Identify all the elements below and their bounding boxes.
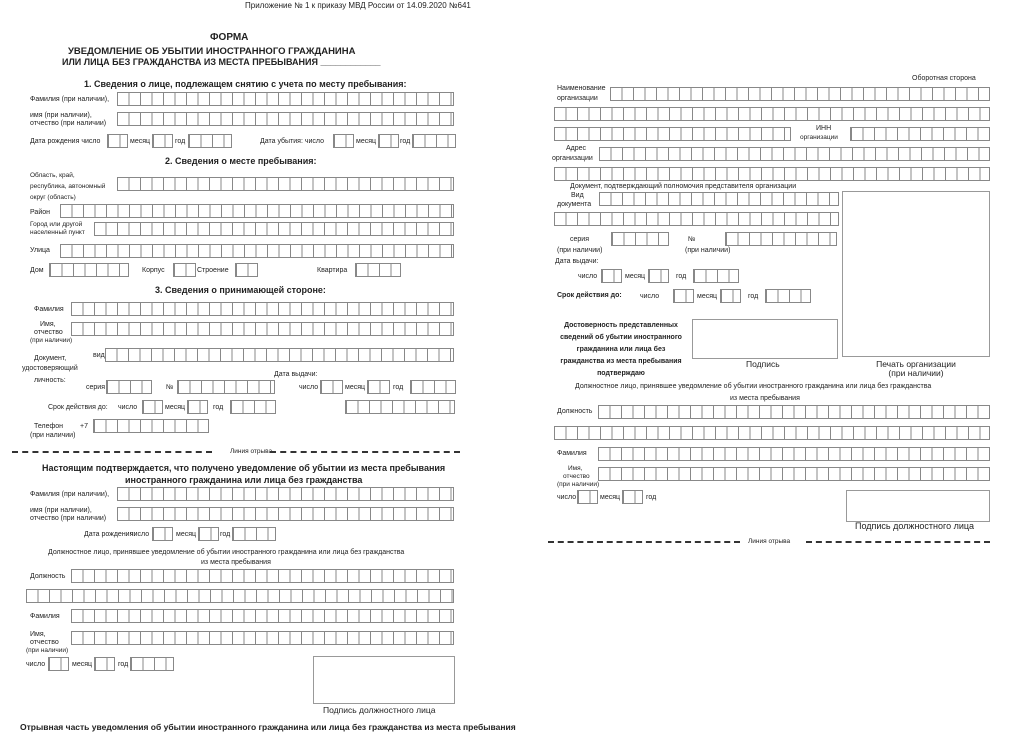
field-house[interactable] <box>49 263 129 277</box>
field-confirm-position[interactable] <box>71 569 454 583</box>
field-confirm-month[interactable] <box>198 527 219 541</box>
field-rev-position-2[interactable] <box>554 426 990 440</box>
cutline-left-b <box>270 451 460 453</box>
reliab-1: Достоверность представленных <box>564 322 678 329</box>
label-rev-year: год <box>646 494 657 501</box>
field-rep-seria[interactable] <box>611 232 669 246</box>
reliab-5: подтверждаю <box>597 370 645 377</box>
reliab-2: сведений об убытии иностранного <box>560 334 682 341</box>
label-region-2: республика, автономный <box>30 183 106 190</box>
field-rep-issue-month[interactable] <box>648 269 669 283</box>
section3-heading: 3. Сведения о принимающей стороне: <box>155 285 326 295</box>
label-rep-signature: Подпись <box>746 359 780 369</box>
field-validity-day[interactable] <box>142 400 163 414</box>
label-doc-seria: серия <box>86 384 105 391</box>
label-host-note: (при наличии) <box>30 337 73 344</box>
field-region[interactable] <box>117 177 454 191</box>
label-street: Улица <box>30 247 50 254</box>
label-confirm-name2: Имя, <box>30 631 46 638</box>
label-rep-validity-year: год <box>748 293 759 300</box>
label-official-signature: Подпись должностного лица <box>323 705 436 715</box>
field-confirm-year[interactable] <box>232 527 276 541</box>
label-region-1: Область, край, <box>30 172 75 179</box>
label-inn-1: ИНН <box>816 125 832 132</box>
field-dep-day[interactable] <box>333 134 354 148</box>
label-stamp-2: (при наличии) <box>888 368 944 378</box>
confirm-official-2: из места пребывания <box>201 559 271 566</box>
field-name[interactable] <box>117 112 454 126</box>
label-confirm-day2: число <box>26 661 46 668</box>
field-validity-month[interactable] <box>187 400 208 414</box>
appendix-note: Приложение № 1 к приказу МВД России от 14.09.2020 №641 <box>245 1 471 10</box>
label-validity-year: год <box>213 404 224 411</box>
label-doc-1: Документ, <box>34 355 67 362</box>
label-birth-month: месяц <box>130 138 151 145</box>
field-confirm-day[interactable] <box>152 527 173 541</box>
label-issue-day: число <box>299 384 319 391</box>
field-rep-num[interactable] <box>725 232 837 246</box>
form-label: ФОРМА <box>210 32 249 43</box>
cutline-label-right: Линия отрыва <box>748 538 791 545</box>
label-stamp-1: Печать организации <box>876 359 956 369</box>
field-rep-validity-month[interactable] <box>720 289 741 303</box>
label-confirm-year: год <box>220 531 231 538</box>
field-confirm-year2[interactable] <box>130 657 174 671</box>
field-confirm-month2[interactable] <box>94 657 115 671</box>
field-org-address-2[interactable] <box>554 167 990 181</box>
label-issue-month: месяц <box>345 384 366 391</box>
label-vid-2: документа <box>557 201 592 208</box>
label-rev-surname: Фамилия <box>557 450 587 457</box>
label-birth-year: год <box>175 138 186 145</box>
org-stamp-box[interactable] <box>842 191 990 357</box>
label-confirm-patronymic2: отчество <box>30 639 59 646</box>
label-rep-num: № <box>688 236 696 243</box>
label-korpus: Корпус <box>142 267 165 274</box>
label-dep-year: год <box>400 138 411 145</box>
field-city[interactable] <box>94 222 454 236</box>
tear-off-footer: Отрывная часть уведомления об убытии иностранного гражданина или лица без гражданства из места пребывания <box>20 722 516 732</box>
label-org-2: организации <box>557 95 598 102</box>
label-house: Дом <box>30 267 44 274</box>
label-doc-3: личность: <box>34 377 66 384</box>
label-city-1: Город или другой <box>30 221 83 228</box>
label-flat: Квартира <box>317 267 348 274</box>
field-surname[interactable] <box>117 92 454 106</box>
field-building[interactable] <box>235 263 258 277</box>
label-rev-name: Имя, <box>568 465 583 472</box>
label-issue-year: год <box>393 384 404 391</box>
cutline-right-b <box>806 541 990 543</box>
label-rev-official-signature: Подпись должностного лица <box>855 521 975 531</box>
field-issue-day[interactable] <box>320 380 343 394</box>
label-rep-seria: серия <box>570 236 589 243</box>
label-confirm-note2: (при наличии) <box>26 647 69 654</box>
field-rev-name[interactable] <box>598 467 990 481</box>
rev-official-2: из места пребывания <box>730 395 800 402</box>
field-dep-month[interactable] <box>378 134 399 148</box>
field-doc-seria[interactable] <box>106 380 152 394</box>
field-host-surname[interactable] <box>71 302 454 316</box>
label-district: Район <box>30 209 50 216</box>
label-rev-day: число <box>557 494 577 501</box>
field-confirm-surname[interactable] <box>117 487 454 501</box>
field-phone[interactable] <box>93 419 209 433</box>
label-confirm-day: число <box>130 531 150 538</box>
label-phone: Телефон <box>34 423 64 430</box>
label-confirm-surname: Фамилия (при наличии), <box>30 491 110 498</box>
field-extra[interactable] <box>345 400 455 414</box>
field-org-address[interactable] <box>599 147 990 161</box>
field-birth-month[interactable] <box>152 134 173 148</box>
section2-heading: 2. Сведения о месте пребывания: <box>165 156 317 166</box>
field-flat[interactable] <box>355 263 401 277</box>
field-birth-day[interactable] <box>107 134 128 148</box>
field-rev-surname[interactable] <box>598 447 990 461</box>
field-dep-year[interactable] <box>412 134 456 148</box>
label-city-2: населенный пункт <box>30 229 85 236</box>
label-rep-issue-month: месяц <box>625 273 646 280</box>
field-rev-day[interactable] <box>577 490 598 504</box>
field-doc-type[interactable] <box>105 348 454 362</box>
cutline-label-left: Линия отрыва <box>230 448 273 455</box>
label-doc-num: № <box>166 384 174 391</box>
confirm-official-1: Должностное лицо, принявшее уведомление об убытии иностранного гражданина или лица без гражданства <box>48 549 405 556</box>
label-phone-code: +7 <box>80 423 88 430</box>
reliab-4: гражданства из места пребывания <box>560 358 682 365</box>
label-rep-num-note: (при наличии) <box>685 247 731 254</box>
label-doc-issue: Дата выдачи: <box>274 371 318 378</box>
field-confirm-position-2[interactable] <box>26 589 454 603</box>
field-rep-issue-day[interactable] <box>601 269 622 283</box>
label-addr-2: организации <box>552 155 593 162</box>
label-confirm-position: Должность <box>30 573 66 580</box>
label-phone-note: (при наличии) <box>30 432 76 439</box>
label-host-patronymic: отчество <box>34 329 63 336</box>
field-birth-year[interactable] <box>188 134 232 148</box>
label-region-3: округ (область) <box>30 194 76 201</box>
label-rev-position: Должность <box>557 408 593 415</box>
label-rep-issue-year: год <box>676 273 687 280</box>
rev-official-1: Должностное лицо, принявшее уведомление об убытии иностранного гражданина или лица без гражданства <box>575 383 932 390</box>
label-confirm-month2: месяц <box>72 661 93 668</box>
label-vid-1: Вид <box>571 192 584 199</box>
confirm-line2: иностранного гражданина или лица без гражданства <box>125 475 363 485</box>
label-confirm-name: имя (при наличии), <box>30 507 92 514</box>
field-district[interactable] <box>60 204 454 218</box>
field-rep-doc-type[interactable] <box>599 192 839 206</box>
label-departure: Дата убытия: число <box>260 138 324 145</box>
field-org-name-3[interactable] <box>554 127 791 141</box>
label-addr-1: Адрес <box>566 145 587 152</box>
label-rep-issue-day: число <box>578 273 598 280</box>
rep-signature-box[interactable] <box>692 319 838 359</box>
label-confirm-year2: год <box>118 661 129 668</box>
label-confirm-surname2: Фамилия <box>30 613 60 620</box>
label-doc-vid: вид <box>93 352 105 359</box>
confirm-line1: Настоящим подтверждается, что получено уведомление об убытии из места пребывания <box>42 463 446 473</box>
label-rev-note: (при наличии) <box>557 481 600 488</box>
label-confirm-month: месяц <box>176 531 197 538</box>
label-rep-validity-day: число <box>640 293 660 300</box>
field-rep-issue-year[interactable] <box>693 269 739 283</box>
label-surname: Фамилия (при наличии), <box>30 96 110 103</box>
field-rev-month[interactable] <box>622 490 643 504</box>
field-confirm-surname2[interactable] <box>71 609 454 623</box>
form-title-line2: ИЛИ ЛИЦА БЕЗ ГРАЖДАНСТВА ИЗ МЕСТА ПРЕБЫВАНИЯ ____________ <box>62 57 381 67</box>
field-issue-month[interactable] <box>367 380 390 394</box>
label-inn-2: организации <box>800 134 838 141</box>
label-rep-seria-note: (при наличии) <box>557 247 603 254</box>
form-title-line1: УВЕДОМЛЕНИЕ ОБ УБЫТИИ ИНОСТРАННОГО ГРАЖДАНИНА <box>68 46 356 57</box>
label-rev-patronymic: отчество <box>563 473 590 480</box>
label-confirm-patronymic: отчество (при наличии) <box>30 515 107 522</box>
label-dep-month: месяц <box>356 138 377 145</box>
field-org-name-2[interactable] <box>554 107 990 121</box>
label-rev-month: месяц <box>600 494 621 501</box>
field-doc-num[interactable] <box>177 380 275 394</box>
label-building: Строение <box>197 267 229 274</box>
field-rep-doc-type-2[interactable] <box>554 212 839 226</box>
field-confirm-day2[interactable] <box>48 657 69 671</box>
label-birth: Дата рождения число <box>30 138 101 145</box>
label-confirm-birth: Дата рождения: <box>84 531 136 538</box>
field-confirm-name[interactable] <box>117 507 454 521</box>
label-validity-day: число <box>118 404 138 411</box>
field-korpus[interactable] <box>173 263 196 277</box>
label-rep-validity: Срок действия до: <box>557 292 622 299</box>
label-doc-2: удостоверяющий <box>22 365 78 372</box>
field-rep-validity-year[interactable] <box>765 289 811 303</box>
field-host-name[interactable] <box>71 322 454 336</box>
label-validity-month: месяц <box>165 404 186 411</box>
field-org-name[interactable] <box>610 87 990 101</box>
label-host-name: Имя, <box>40 321 56 328</box>
rev-official-signature-box[interactable] <box>846 490 990 522</box>
label-name: имя (при наличии), <box>30 112 92 119</box>
cutline-right-a <box>548 541 740 543</box>
label-org-1: Наименование <box>557 85 606 92</box>
reliab-3: гражданина или лица без <box>576 346 666 353</box>
field-confirm-name2[interactable] <box>71 631 454 645</box>
official-signature-box[interactable] <box>313 656 455 704</box>
field-rev-position[interactable] <box>598 405 990 419</box>
reverse-side-label: Оборотная сторона <box>912 75 976 82</box>
label-rep-issue: Дата выдачи: <box>555 258 599 265</box>
label-patronymic: отчество (при наличии) <box>30 120 107 127</box>
field-street[interactable] <box>60 244 454 258</box>
section1-heading: 1. Сведения о лице, подлежащем снятию с учета по месту пребывания: <box>84 79 407 89</box>
cutline-left-a <box>12 451 212 453</box>
label-rep-validity-month: месяц <box>697 293 718 300</box>
field-issue-year[interactable] <box>410 380 456 394</box>
field-inn[interactable] <box>850 127 990 141</box>
label-host-surname: Фамилия <box>34 306 64 313</box>
label-validity: Срок действия до: <box>48 404 108 411</box>
field-validity-year[interactable] <box>230 400 276 414</box>
field-rep-validity-day[interactable] <box>673 289 694 303</box>
label-docheading: Документ, подтверждающий полномочия представителя организации <box>570 183 797 190</box>
